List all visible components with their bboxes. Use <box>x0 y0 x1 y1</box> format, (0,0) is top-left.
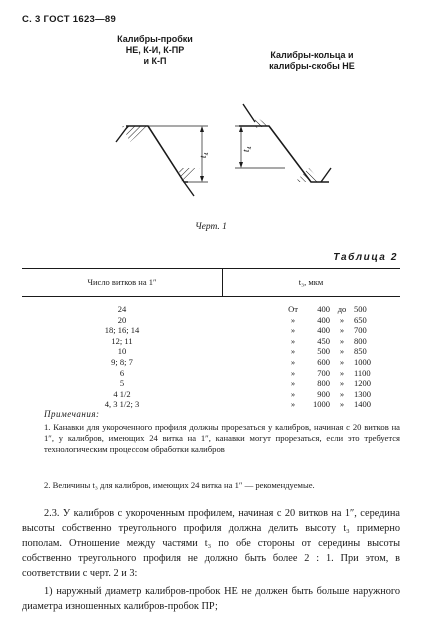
dimension-arrow <box>200 126 204 132</box>
cell-to: 1400 <box>354 399 371 410</box>
cell-prefix: » <box>290 356 296 367</box>
profile-flank <box>243 104 255 122</box>
table-row <box>22 336 400 347</box>
cell-to: 700 <box>354 325 367 336</box>
cell-mid: » <box>339 346 345 357</box>
dimension-label: t₄ <box>241 146 251 152</box>
cell-prefix: » <box>290 325 296 336</box>
cell-from: 400 <box>317 314 330 325</box>
profile-flank <box>321 168 331 182</box>
cell-turns: 18; 16; 14 <box>104 325 140 336</box>
thread-profile-plug-diagram <box>108 96 218 206</box>
table-header-t3: t₃, мкм <box>298 277 324 287</box>
cell-from: 800 <box>317 378 330 389</box>
cell-mid: » <box>339 378 345 389</box>
cell-to: 1200 <box>354 378 371 389</box>
cell-turns: 20 <box>117 314 127 325</box>
cell-from: 400 <box>317 325 330 336</box>
cell-mid: » <box>339 399 345 410</box>
caption-left-line: и К-П <box>143 56 167 66</box>
cell-prefix: » <box>290 335 296 346</box>
cell-mid: » <box>339 314 345 325</box>
dimension-arrow <box>200 176 204 182</box>
table-row <box>22 368 400 379</box>
cell-turns: 24 <box>117 304 127 314</box>
table-row <box>22 378 400 389</box>
cell-mid: » <box>339 388 345 399</box>
cell-mid: » <box>339 325 345 336</box>
cell-turns: 12; 11 <box>111 335 133 346</box>
cell-prefix: » <box>290 314 296 325</box>
table-top-rule <box>22 268 400 269</box>
profile-flank <box>184 182 194 196</box>
caption-left-line: Калибры-пробки <box>117 34 193 44</box>
cell-prefix: От <box>288 304 298 314</box>
cell-from: 1000 <box>313 399 330 410</box>
caption-left-line: НЕ, К-И, К-ПР <box>125 45 185 55</box>
note-1: 1. Канавки для укороченного профиля должны прорезаться у калибров, начиная с 20 витков на 1″, у калибров, имеющих 24 витка на 1″, канавки могут прорезаться, если это требуется технологическим процессом обработки калибров <box>44 422 400 455</box>
cell-from: 600 <box>317 356 330 367</box>
dimension-label: t₄ <box>198 152 208 158</box>
table-header-rule <box>22 296 400 297</box>
table-row <box>22 304 400 315</box>
cell-to: 1300 <box>354 388 371 399</box>
cell-from: 700 <box>317 367 330 378</box>
cell-from: 450 <box>317 335 330 346</box>
cell-turns: 9; 8; 7 <box>111 356 133 367</box>
table-row <box>22 315 400 326</box>
caption-right-line: калибры-скобы НЕ <box>269 61 355 71</box>
table-row <box>22 346 400 357</box>
cell-prefix: » <box>290 388 296 399</box>
cell-mid: » <box>339 356 345 367</box>
cell-prefix: » <box>290 367 296 378</box>
profile-outline <box>239 126 329 182</box>
table-row <box>22 325 400 336</box>
profile-hatch <box>295 168 321 182</box>
cell-to: 500 <box>354 304 367 314</box>
caption-right-line: Калибры-кольца и <box>270 50 354 60</box>
figure-caption-right <box>252 50 372 72</box>
cell-turns: 10 <box>117 346 127 357</box>
cell-to: 800 <box>354 335 367 346</box>
list-item-1: 1) наружный диаметр калибров-пробок НЕ не должен быть больше наружного диаметра изношенных калибров-пробок ПР; <box>22 586 400 612</box>
cell-from: 900 <box>317 388 330 399</box>
page-header: С. 3 ГОСТ 1623—89 <box>22 14 117 25</box>
cell-to: 850 <box>354 346 367 357</box>
table-row <box>22 389 400 400</box>
dimension-arrow <box>239 126 243 132</box>
table-title: Таблица 2 <box>333 252 398 263</box>
cell-turns: 4 1/2 <box>113 388 131 399</box>
cell-mid: » <box>339 335 345 346</box>
figure-caption: Черт. 1 <box>195 222 227 232</box>
cell-turns: 4, 3 1/2; 3 <box>104 399 140 410</box>
cell-prefix: » <box>290 399 296 410</box>
table-header-turns: Число витков на 1″ <box>87 277 157 287</box>
cell-mid: » <box>339 367 345 378</box>
cell-to: 650 <box>354 314 367 325</box>
note-2: 2. Величины t₃ для калибров, имеющих 24 витка на 1″ — рекомендуемые. <box>44 480 315 490</box>
figure-caption-left <box>100 34 210 67</box>
cell-turns: 6 <box>119 367 125 378</box>
paragraph-2-3: 2.3. У калибров с укороченным профилем, начиная с 20 витков на 1″, середина высоты собственно треугольного профиля должна делить высоту t₃ примерно пополам. Отношение между частями t₃ по обе стороны от середины высоты собственно треугольного профиля не должно быть более 2 : 1. При этом, в соответствии с черт. 2 и 3: <box>22 508 400 579</box>
cell-to: 1000 <box>354 356 371 367</box>
table-row <box>22 357 400 368</box>
thread-profile-ring-diagram <box>225 96 340 206</box>
table-body <box>22 304 400 410</box>
cell-turns: 5 <box>119 378 125 389</box>
dimension-arrow <box>239 162 243 168</box>
cell-from: 500 <box>317 346 330 357</box>
cell-prefix: » <box>290 378 296 389</box>
notes-heading: Примечания: <box>44 409 100 419</box>
cell-from: 400 <box>317 304 330 314</box>
cell-mid: до <box>337 304 347 314</box>
profile-hatch <box>178 168 200 182</box>
cell-to: 1100 <box>354 367 371 378</box>
cell-prefix: » <box>290 346 296 357</box>
